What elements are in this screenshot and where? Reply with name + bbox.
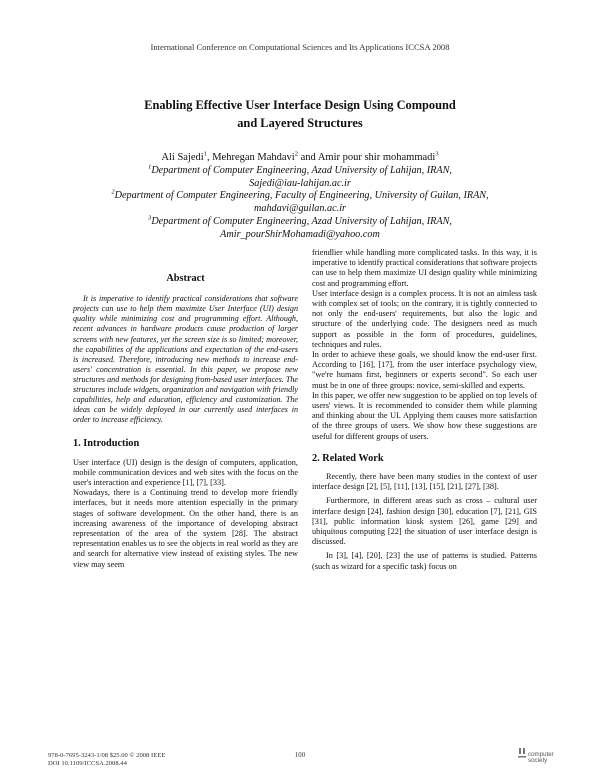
paragraph: In this paper, we offer new suggestion to be applied on top levels of users' views. It is recommended to consider them while planning and thinking about the UI. Applying them causes more satisfaction of the three groups of users. We show how these suggestions are useful for different groups of users. [312, 390, 537, 441]
title-line-1: Enabling Effective User Interface Design Using Compound [144, 98, 456, 112]
paragraph: User interface (UI) design is the design of computers, application, mobile communication devices and web sites with the focus on the user's interaction and experience [1], [7], [33]. [73, 457, 298, 488]
paragraph: Furthermore, in different areas such as cross – cultural user interface design [24], fashion design [30], education [7], [21], GIS [31], public information kiosk system [26], game [29] and ubiquitous computing [22] the situation of user interface design is discussed. [312, 496, 537, 547]
footer-doi: DOI 10.1109/ICCSA.2008.44 [48, 760, 127, 768]
affiliation-sup: 3 [148, 214, 152, 222]
paragraph: User interface design is a complex process. It is not an aimless task with complex set of tools; on the contrary, it is tightly connected to not only the end-users' requirements, but also the logic and structure of the underlying code. The designers need as much support as possible in the form of procedures, guidelines, techniques and rules. [312, 288, 537, 349]
paragraph: In order to achieve these goals, we should know the end-user first. According to [16], [17], from the user interface psychology view, "we're humans first, beginners or experts second". So each user must be in one of three groups: novice, semi-skilled and experts. [312, 350, 537, 390]
affiliation-text: Department of Computer Engineering, Azad University of Lahijan, IRAN, [151, 164, 452, 176]
affiliation-email: Sajedi@iau-lahijan.ac.ir [249, 177, 351, 189]
paragraph: In [3], [4], [20], [23] the use of patterns is studied. Patterns (such as wizard for a specific task) focus on [312, 551, 537, 571]
author-name: Ali Sajedi [161, 152, 204, 163]
conference-header: International Conference on Computational Sciences and Its Applications ICCSA 2008 [150, 42, 450, 52]
computer-society-logo-icon [516, 746, 528, 768]
logo-line-2: society [528, 757, 548, 765]
logo-line-1: computer [528, 751, 554, 758]
section-heading-related-work: 2. Related Work [312, 452, 384, 464]
abstract-text: It is imperative to identify practical considerations that software projects can use to help them maximize User Interface (UI) design quality while minimizing cost and programming effort. Although, recent advances in hardware products cause production of larger screens with new features, yet the screen size is so limited; moreover, the capabilities of the applications and expectation of the end-users is increased. Therefore, introducing new methods to increase end-users' concentration is essential. In this paper, we propose new structures and methods for designing from-based user interfaces. The structures include widgets, organization and navigation with friendly capabilities, help and education, efficiency and customization. The ideas can be widely deployed in our currently used interfaces in order to increase efficiency. [73, 294, 298, 425]
affiliation-email: mahdavi@guilan.ac.ir [254, 203, 346, 215]
affiliation-text: Department of Computer Engineering, Faculty of Engineering, University of Guilan, IRAN, [114, 190, 489, 202]
paragraph: friendlier while handling more complicated tasks. In this way, it is imperative to identify practical considerations that software projects can use to help them maximize UI design quality while minimizing cost and programming effort. [312, 248, 537, 288]
affiliation [60, 190, 540, 216]
author-name: Amir pour shir mohammadi [317, 152, 436, 163]
page-number: 100 [294, 752, 306, 759]
author-name: Mehregan Mahdavi [212, 152, 295, 163]
abstract-heading: Abstract [166, 273, 205, 284]
ieee-computer-society-logo [516, 746, 562, 770]
paper-title [60, 96, 540, 132]
left-column [73, 274, 298, 570]
section-heading-introduction: 1. Introduction [73, 438, 140, 450]
footer-isbn: 978-0-7695-3243-1/08 $25.00 © 2008 IEEE [48, 752, 166, 759]
paragraph: Nowadays, there is a Continuing trend to develop more friendly interfaces, but it needs more attention especially in the primary stages of software development. On the other hand, there is an increasing awareness of the importance of developing abstract representation of the area of the system [28]. The abstract representation enables us to see the objects in real world as they are and search for alternative view instead of existing styles. The new view may seem [73, 488, 298, 569]
affiliation [60, 165, 540, 191]
author-sup: 2 [294, 150, 298, 158]
author-sup: 1 [203, 150, 207, 158]
right-column [312, 248, 537, 572]
affiliation-text: Department of Computer Engineering, Azad University of Lahijan, IRAN, [151, 215, 452, 227]
author-sup: 3 [435, 150, 439, 158]
paragraph: Recently, there have been many studies in the context of user interface design [2], [5], [11], [13], [15], [21], [27], [38]. [312, 472, 537, 492]
author-separator: and [297, 152, 318, 163]
author-separator: , [206, 152, 213, 163]
affiliation-sup: 2 [111, 189, 115, 196]
title-line-2: and Layered Structures [237, 116, 363, 130]
author-block [60, 152, 540, 242]
affiliation-email: Amir_pourShirMohamadi@yahoo.com [220, 228, 380, 240]
affiliation-sup: 1 [148, 163, 152, 171]
logo-text [528, 752, 554, 765]
affiliation [60, 216, 540, 242]
author-names [60, 152, 540, 165]
